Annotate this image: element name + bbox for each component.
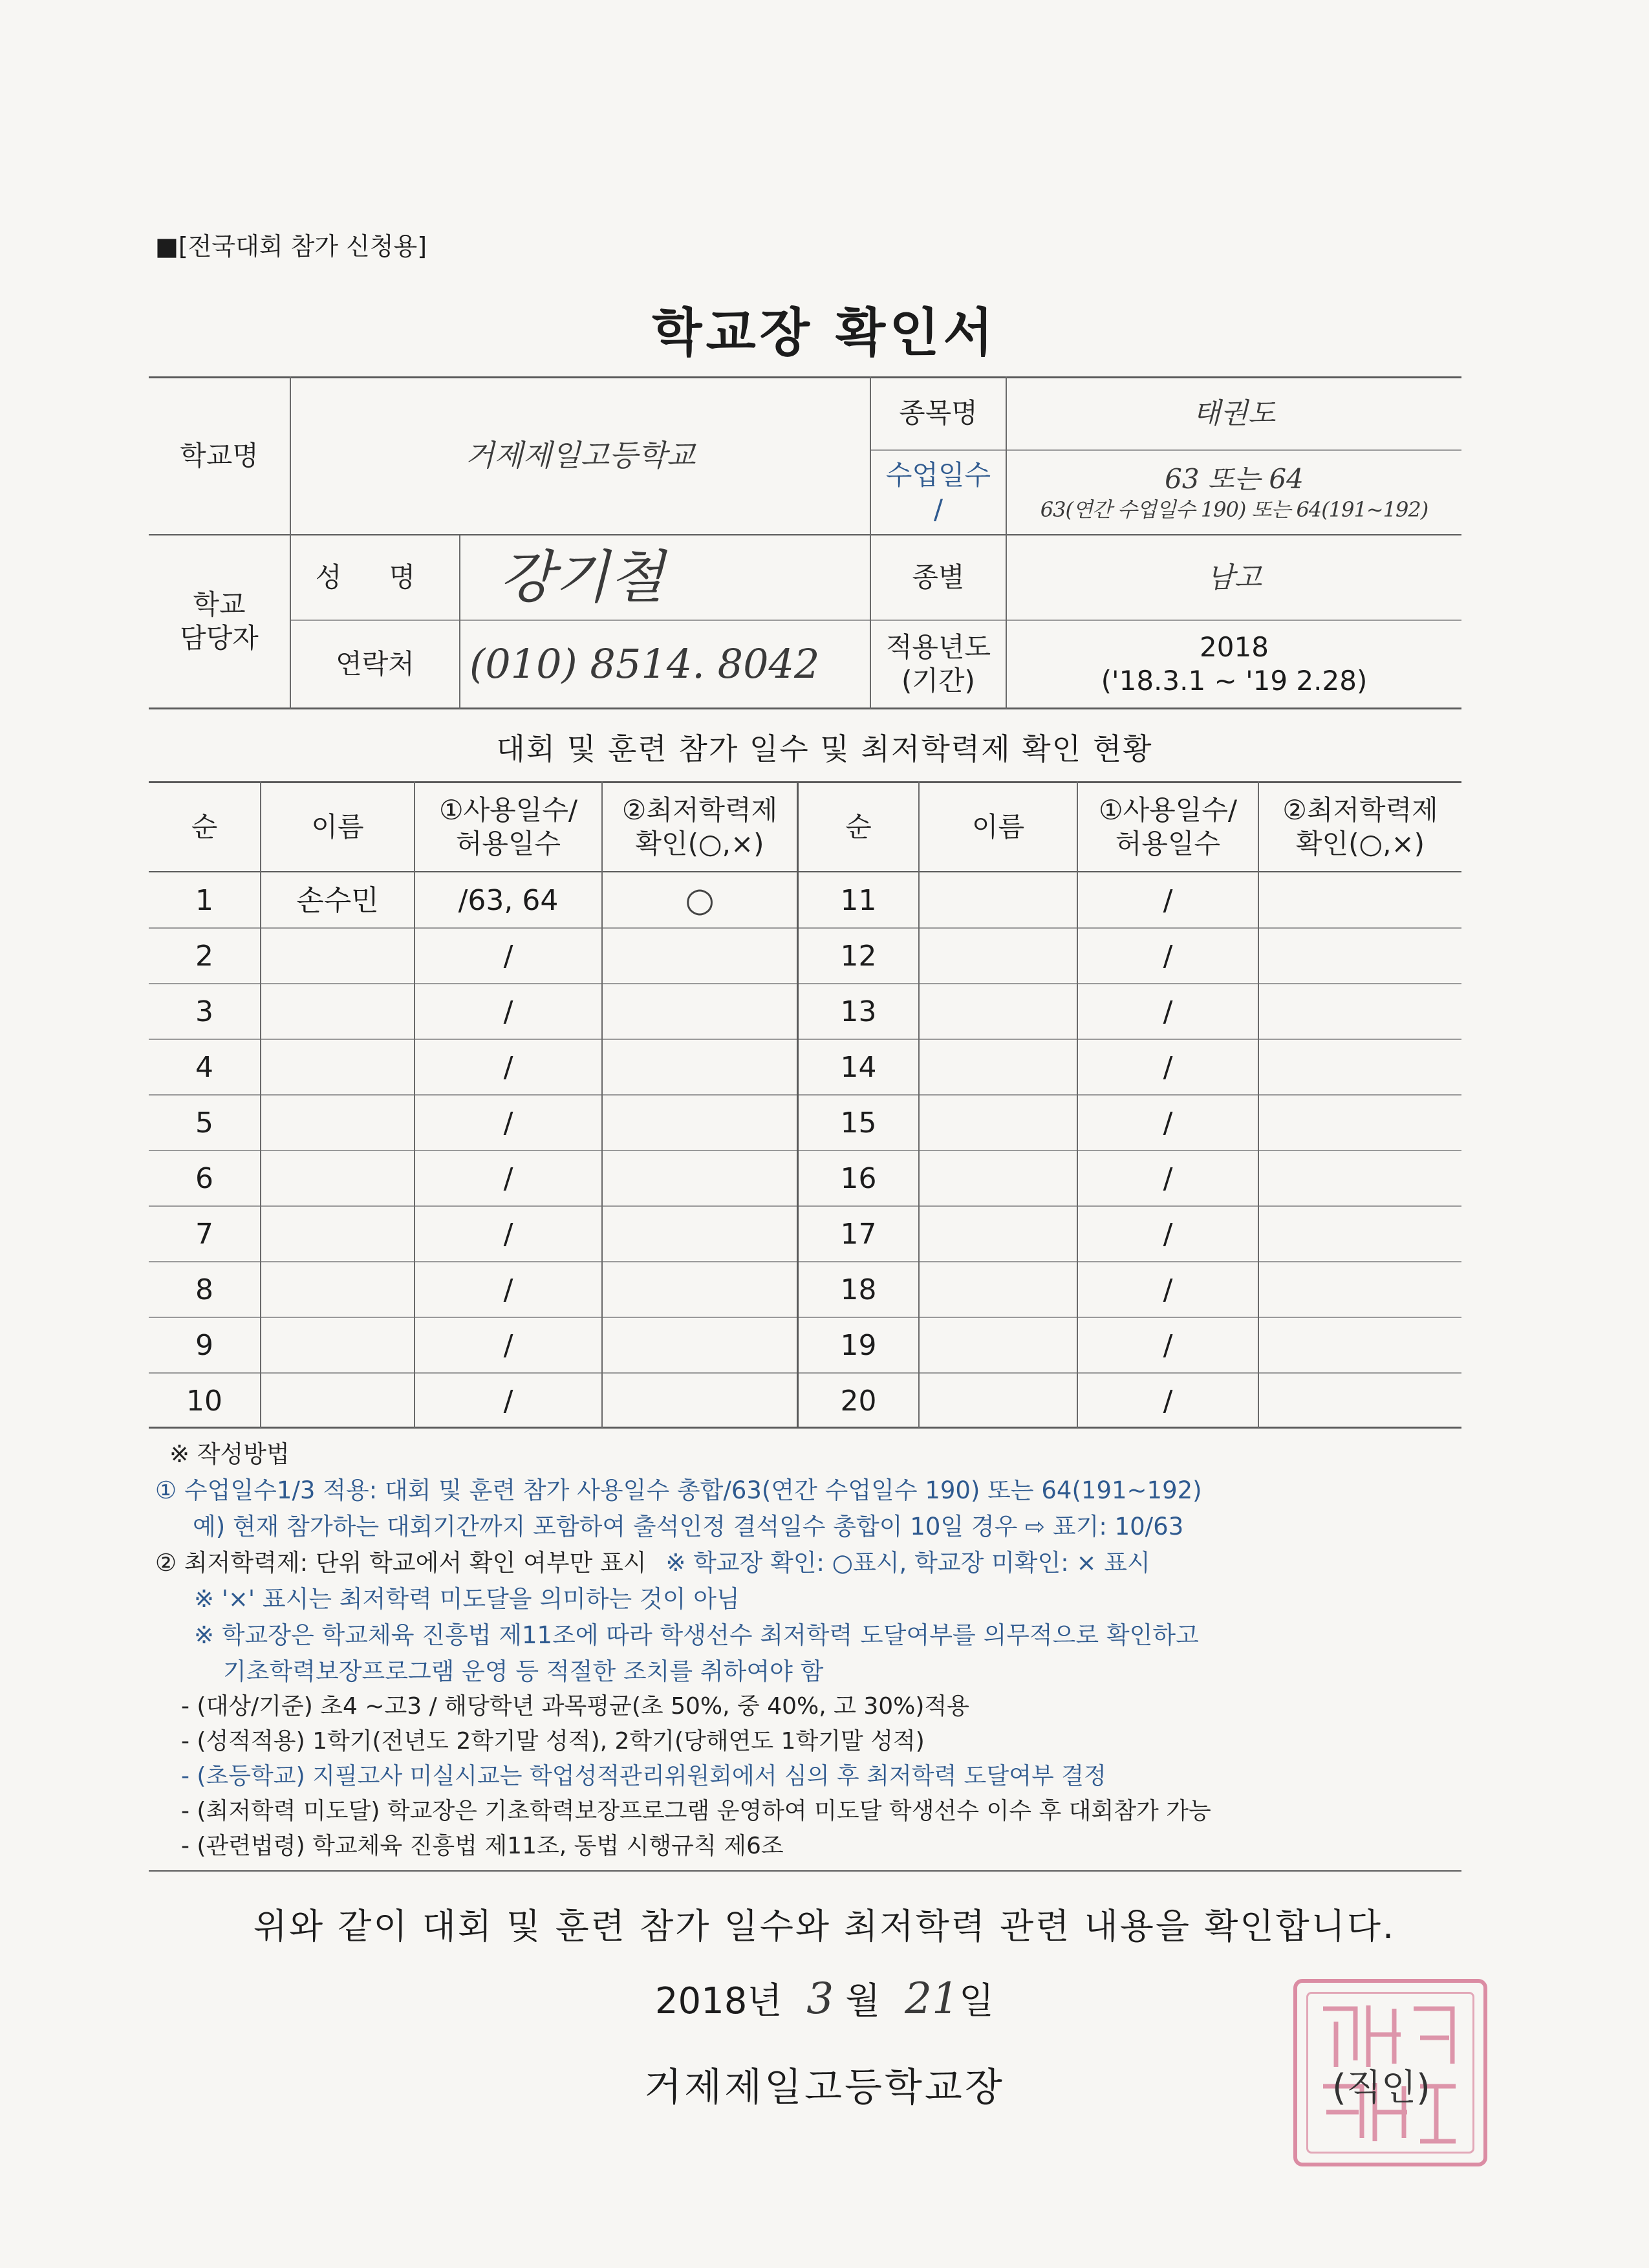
row-left-check [603, 928, 797, 984]
row-left-check: ○ [685, 880, 715, 920]
row-right-days: / [1163, 939, 1173, 973]
row-right-name [920, 1150, 1077, 1206]
row-right-name [920, 928, 1077, 984]
apply-year-value [1007, 621, 1461, 707]
row-right-check [1259, 1095, 1461, 1150]
col-header-no-right: 순 [845, 810, 872, 843]
detail-1: - (대상/기준) 초4 ~고3 / 해당학년 과목평균(초 50%, 중 40%, 고 30%)적용 [181, 1693, 969, 1720]
row-left-no: 8 [195, 1273, 213, 1306]
row-right-days: / [1163, 1217, 1173, 1251]
school-label: 학교명 [180, 439, 259, 471]
row-left-no: 3 [195, 995, 213, 1028]
row-right-no: 15 [840, 1106, 877, 1139]
row-right-no: 16 [840, 1161, 877, 1195]
row-right-name [920, 984, 1077, 1039]
col-header-no-left: 순 [191, 810, 218, 843]
col-header-name-right: 이름 [971, 810, 1025, 843]
col-header-days-line2: 허용일수 [1115, 828, 1221, 859]
row-left-days: / [503, 1050, 513, 1084]
detail-3: - (초등학교) 지필고사 미실시교는 학업성적관리위원회에서 심의 후 최저학력 도달여부 결정 [181, 1763, 1106, 1789]
row-left-days: /63, 64 [458, 883, 559, 917]
col-header-check-line1: ②최저학력제 [621, 794, 778, 826]
apply-year-label [871, 621, 1006, 707]
gender-value: 남고 [1206, 561, 1262, 594]
col-header-days-left [415, 783, 601, 871]
row-left-no: 1 [195, 883, 213, 917]
class-days-value-detail: 63(연간 수업일수 190) 또는 64(191~192) [1040, 497, 1428, 522]
row-left-name [261, 1262, 414, 1317]
row-left-name [261, 1206, 414, 1262]
principal-name: 거제제일고등학교장 [644, 2065, 1005, 2110]
class-days-label-line2: / [933, 493, 943, 525]
row-right-name [920, 1039, 1077, 1095]
row-right-no: 12 [840, 939, 877, 973]
col-header-check-line1: ②최저학력제 [1282, 794, 1438, 826]
notes-heading: ※ 작성방법 [169, 1440, 290, 1468]
row-left-name: 손수민 [296, 883, 379, 917]
col-header-days-line1: ①사용일수/ [1098, 794, 1238, 826]
row-right-check [1259, 1150, 1461, 1206]
row-right-check [1259, 1373, 1461, 1429]
row-left-days: / [503, 1273, 513, 1306]
manager-label-line1: 학교 [193, 588, 246, 620]
detail-2: - (성적적용) 1학기(전년도 2학기말 성적), 2학기(당해연도 1학기말 성적) [181, 1728, 925, 1755]
row-left-no: 9 [195, 1328, 213, 1362]
section-title: 대회 및 훈련 참가 일수 및 최저학력제 확인 현황 [496, 731, 1153, 766]
row-right-name [920, 1262, 1077, 1317]
row-right-no: 17 [840, 1217, 877, 1251]
row-left-name [261, 1373, 414, 1429]
col-header-check-line2: 확인(○,×) [635, 828, 764, 859]
detail-4: - (최저학력 미도달) 학교장은 기초학력보장프로그램 운영하여 미도달 학생선수 이수 후 대회참가 가능 [181, 1798, 1211, 1824]
row-right-days: / [1163, 1384, 1173, 1418]
row-left-name [261, 1317, 414, 1373]
name-value: 강기철 [499, 544, 665, 610]
date-year: 2018년 [654, 1980, 782, 2022]
note-1-example: 예) 현재 참가하는 대회기간까지 포함하여 출석인정 결석일수 총합이 10일 경우 ⇨ 표기: 10/63 [193, 1513, 1184, 1540]
row-right-days: / [1163, 1106, 1173, 1139]
row-right-check [1259, 1206, 1461, 1262]
row-right-check [1259, 984, 1461, 1039]
row-right-name [920, 1095, 1077, 1150]
row-right-check [1259, 928, 1461, 984]
confirm-statement: 위와 같이 대회 및 훈련 참가 일수와 최저학력 관련 내용을 확인합니다. [253, 1906, 1396, 1947]
note-2-text: ② 최저학력제: 단위 학교에서 확인 여부만 표시 [155, 1549, 647, 1577]
row-left-days: / [503, 1384, 513, 1418]
row-left-days: / [503, 1161, 513, 1195]
name-label: 성 명 [315, 561, 435, 593]
note-2 [155, 1543, 1150, 1578]
date-day-value: 21 [905, 1974, 960, 2024]
header-tag: ■[전국대회 참가 신청용] [155, 232, 427, 261]
col-header-days-line2: 허용일수 [455, 828, 561, 859]
contact-label: 연락처 [336, 647, 415, 680]
row-left-days: / [503, 995, 513, 1028]
row-left-check [603, 1150, 797, 1206]
detail-5: - (관련법령) 학교체육 진흥법 제11조, 동법 시행규칙 제6조 [181, 1833, 784, 1859]
note-3: ※ '×' 표시는 최저학력 미도달을 의미하는 것이 아님 [194, 1585, 740, 1613]
class-days-label [871, 451, 1006, 534]
col-header-check-right [1259, 783, 1461, 871]
row-left-name [261, 984, 414, 1039]
row-left-no: 2 [195, 939, 213, 973]
manager-label-line2: 담당자 [180, 622, 259, 654]
row-left-no: 10 [186, 1384, 222, 1418]
row-left-name [261, 1150, 414, 1206]
row-right-check [1259, 1317, 1461, 1373]
apply-year-label-line1: 적용년도 [885, 631, 991, 663]
row-right-check [1259, 1039, 1461, 1095]
row-left-no: 6 [195, 1161, 213, 1195]
row-right-no: 14 [840, 1050, 877, 1084]
row-right-days: / [1163, 995, 1173, 1028]
row-left-check [603, 984, 797, 1039]
event-value: 태권도 [1192, 397, 1276, 430]
row-left-check [603, 1206, 797, 1262]
row-left-name [261, 1095, 414, 1150]
note-4: ※ 학교장은 학교체육 진흥법 제11조에 따라 학생선수 최저학력 도달여부를 의무적으로 확인하고 [194, 1621, 1199, 1649]
col-header-check-line2: 확인(○,×) [1295, 828, 1425, 859]
row-right-days: / [1163, 1328, 1173, 1362]
row-right-check [1259, 872, 1461, 928]
apply-year-value-period: ('18.3.1 ~ '19 2.28) [1101, 665, 1368, 697]
apply-year-label-line2: (기간) [901, 665, 975, 697]
row-right-name [920, 1317, 1077, 1373]
date-month-value: 3 [806, 1974, 834, 2024]
class-days-value [1007, 451, 1461, 534]
date-day: 일 [959, 1980, 995, 2022]
note-1: ① 수업일수1/3 적용: 대회 및 훈련 참가 사용일수 총합/63(연간 수업일수 190) 또는 64(191~192) [155, 1476, 1202, 1504]
class-days-label-line1: 수업일수 [885, 459, 991, 491]
row-left-days: / [503, 1328, 513, 1362]
row-right-no: 20 [840, 1384, 877, 1418]
note-2-mark: ※ 학교장 확인: ○표시, 학교장 미확인: × 표시 [665, 1549, 1150, 1577]
seal-label: (직인) [1332, 2067, 1430, 2109]
row-left-name [261, 928, 414, 984]
row-right-name [920, 1206, 1077, 1262]
row-right-no: 19 [840, 1328, 877, 1362]
manager-label [149, 535, 290, 707]
row-left-no: 5 [195, 1106, 213, 1139]
col-header-days-right [1078, 783, 1258, 871]
row-left-check [603, 1373, 797, 1429]
document-title: 학교장 확인서 [652, 303, 997, 363]
row-left-check [603, 1039, 797, 1095]
event-label: 종목명 [899, 397, 978, 429]
school-name-value: 거제제일고등학교 [465, 438, 696, 473]
row-left-days: / [503, 1106, 513, 1139]
row-right-no: 11 [840, 883, 877, 917]
row-right-days: / [1163, 1161, 1173, 1195]
row-right-name [920, 872, 1077, 928]
row-left-check [603, 1262, 797, 1317]
row-right-name [920, 1373, 1077, 1429]
gender-label: 종별 [912, 561, 965, 593]
row-left-check [603, 1095, 797, 1150]
row-left-name [261, 1039, 414, 1095]
col-header-name-left: 이름 [311, 810, 364, 843]
apply-year-value-year: 2018 [1200, 631, 1269, 663]
row-left-check [603, 1317, 797, 1373]
col-header-check-left [603, 783, 797, 871]
row-left-days: / [503, 939, 513, 973]
row-left-days: / [503, 1217, 513, 1251]
row-right-check [1259, 1262, 1461, 1317]
row-left-no: 4 [195, 1050, 213, 1084]
date-month: 월 [845, 1980, 881, 2022]
row-right-no: 13 [840, 995, 877, 1028]
row-right-days: / [1163, 1050, 1173, 1084]
row-left-no: 7 [195, 1217, 213, 1251]
class-days-value-main: 63 또는 64 [1165, 463, 1304, 495]
row-right-no: 18 [840, 1273, 877, 1306]
note-4-cont: 기초학력보장프로그램 운영 등 적절한 조치를 취하여야 함 [223, 1658, 824, 1685]
contact-value: (010) 8514. 8042 [469, 640, 820, 688]
row-right-days: / [1163, 883, 1173, 917]
col-header-days-line1: ①사용일수/ [438, 794, 578, 826]
row-right-days: / [1163, 1273, 1173, 1306]
